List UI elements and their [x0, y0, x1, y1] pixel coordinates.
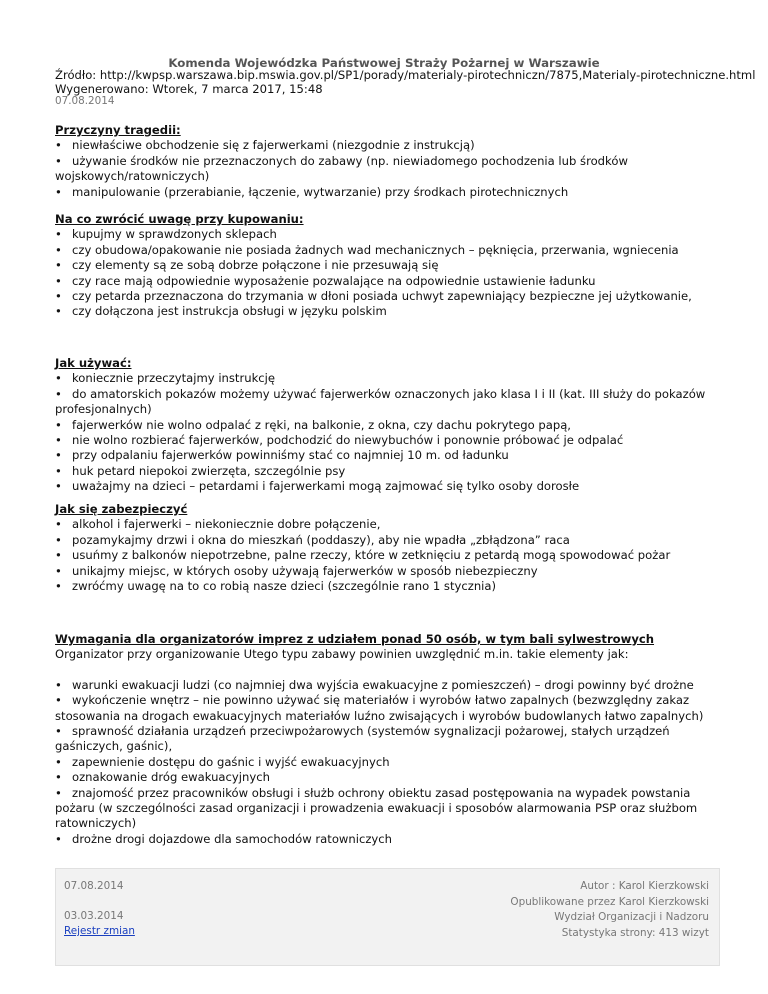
list-item — [55, 517, 720, 532]
list-item — [55, 693, 720, 724]
section-intro: Organizator przy organizowanie Utego typu zabawy powinien uwzględnić m.in. takie elementy jak: — [55, 647, 629, 662]
bullet-point: • — [55, 242, 62, 257]
section-heading: Jak używać: — [55, 356, 132, 370]
department: Wydział Organizacji i Nadzoru — [554, 911, 709, 923]
author: Autor : Karol Kierzkowski — [580, 880, 709, 892]
list-item — [55, 770, 720, 785]
list-item-text: zapewnienie dostępu do gaśnic i wyjść ewakuacyjnych — [72, 754, 390, 769]
section-heading: Wymagania dla organizatorów imprez z udziałem ponad 50 osób, w tym bali sylwestrowych — [55, 632, 655, 646]
bullet-point: • — [55, 770, 62, 785]
bullet-point: • — [55, 754, 62, 769]
created-date: 07.08.2014 — [64, 880, 124, 892]
list-item-text: niewłaściwe obchodzenie się z fajerwerkami (niezgodnie z instrukcją) — [72, 138, 475, 153]
list-item-text: czy petarda przeznaczona do trzymania w dłoni posiada uchwyt zapewniający bezpieczne jej użytkowanie, — [72, 289, 692, 304]
bullet-point: • — [55, 448, 62, 463]
list-item-text: czy obudowa/opakowanie nie posiada żadnych wad mechanicznych – pęknięcia, przerwania, wgniecenia — [72, 242, 679, 257]
list-item — [55, 464, 720, 479]
published-by: Opublikowane przez Karol Kierzkowski — [510, 895, 709, 908]
list-item-text: używanie środków nie przeznaczonych do zabawy (np. niewiadomego pochodzenia lub środków wojskowych/ratowniczych) — [55, 153, 628, 184]
list-item-text: usuńmy z balkonów niepotrzebne, palne rzeczy, które w zetknięciu z petardą mogą spowodować pożar — [72, 548, 671, 563]
bullet-point: • — [55, 724, 62, 739]
list-item — [55, 786, 720, 832]
bullet-point: • — [55, 479, 62, 494]
list-item — [55, 678, 720, 693]
bullet-point: • — [55, 153, 62, 168]
list-item-text: zwróćmy uwagę na to co robią nasze dzieci (szczególnie rano 1 stycznia) — [72, 579, 497, 594]
list-item — [55, 433, 720, 448]
bullet-list — [55, 227, 720, 319]
list-item-text: unikajmy miejsc, w których osoby używają fajerwerków w sposób niebezpieczny — [72, 563, 538, 578]
bullet-point: • — [55, 463, 62, 478]
list-item — [55, 479, 720, 494]
section-protect — [55, 502, 720, 594]
list-item — [55, 227, 720, 242]
bullet-point: • — [55, 273, 62, 288]
list-item — [55, 387, 720, 418]
list-item-text: alkohol i fajerwerki – niekoniecznie dobre połączenie, — [72, 517, 381, 532]
list-item-text: wykończenie wnętrz – nie powinno używać się materiałów i wyrobów łatwo zapalnych (bezwzględny zakaz stosowania na drogach ewakuacyjnych materiałów luźno zwisających i wyrobów budowlanych łatwo zapalnych) — [55, 693, 704, 723]
bullet-point: • — [55, 693, 62, 708]
bullet-point: • — [55, 227, 62, 242]
source-url: Źródło: http://kwpsp.warszawa.bip.mswia.gov.pl/SP1/porady/materialy-pirotechniczn/7875,Materialy-pirotechniczne.html — [55, 68, 756, 82]
bullet-point: • — [55, 677, 62, 692]
list-item — [55, 832, 720, 847]
document-date: 07.08.2014 — [55, 95, 115, 107]
list-item — [55, 289, 720, 304]
bullet-point: • — [55, 785, 62, 800]
organization-title: Komenda Wojewódzka Państwowej Straży Pożarnej w Warszawie — [168, 56, 600, 70]
section-causes — [55, 123, 720, 200]
list-item-text: nie wolno rozbierać fajerwerków, podchodzić do niewybuchów i ponownie próbować je odpalać — [72, 433, 624, 448]
list-item — [55, 448, 720, 463]
bullet-list — [55, 371, 720, 494]
list-item — [55, 564, 720, 579]
bullet-point: • — [55, 417, 62, 432]
list-item — [55, 138, 720, 153]
footer-info — [510, 879, 709, 941]
bullet-point: • — [55, 831, 62, 846]
list-item-text: warunki ewakuacji ludzi (co najmniej dwa wyjścia ewakuacyjne z pomieszczeń) – drogi powinny być drożne — [72, 677, 694, 692]
bullet-point: • — [55, 138, 62, 153]
list-item-text: sprawność działania urządzeń przeciwpożarowych (systemów sygnalizacji pożarowej, stałych urządzeń gaśniczych, gaśnic), — [55, 724, 670, 754]
list-item — [55, 755, 720, 770]
section-usage — [55, 356, 720, 495]
list-item — [55, 304, 720, 319]
list-item — [55, 258, 720, 273]
bullet-point: • — [55, 371, 62, 386]
bullet-point: • — [55, 433, 62, 448]
bullet-list — [55, 678, 720, 847]
bullet-point: • — [55, 258, 62, 273]
list-item-text: kupujmy w sprawdzonych sklepach — [72, 227, 277, 242]
section-heading: Jak się zabezpieczyć — [55, 502, 188, 516]
list-item-text: koniecznie przeczytajmy instrukcję — [72, 371, 276, 386]
list-item-text: drożne drogi dojazdowe dla samochodów ratowniczych — [72, 831, 393, 846]
bullet-point: • — [55, 304, 62, 319]
list-item — [55, 154, 720, 185]
list-item-text: znajomość przez pracowników obsługi i służb ochrony obiektu zasad postępowania na wypadek powstania pożaru (w szczególności zasad organizacji i prowadzenia ewakuacji i sposobów alarmowania PSP oraz służbom ratowniczych) — [55, 785, 698, 831]
list-item — [55, 579, 720, 594]
section-heading: Na co zwrócić uwagę przy kupowaniu: — [55, 212, 304, 226]
list-item-text: oznakowanie dróg ewakuacyjnych — [72, 770, 270, 785]
footer-dates — [64, 879, 135, 939]
list-item-text: czy elementy są ze sobą dobrze połączone i nie przesuwają się — [72, 258, 439, 273]
changelog-link[interactable]: Rejestr zmian — [64, 925, 135, 937]
bullet-point: • — [55, 517, 62, 532]
list-item — [55, 724, 720, 755]
list-item — [55, 274, 720, 289]
list-item-text: uważajmy na dzieci – petardami i fajerwerkami mogą zajmować się tylko osoby dorosłe — [72, 479, 580, 494]
list-item-text: przy odpalaniu fajerwerków powinniśmy stać co najmniej 10 m. od ładunku — [72, 448, 509, 463]
page-footer — [55, 868, 720, 966]
bullet-point: • — [55, 563, 62, 578]
list-item-text: do amatorskich pokazów możemy używać fajerwerków oznaczonych jako klasa I i II (kat. III służy do pokazów profesjonalnych) — [55, 386, 706, 417]
list-item-text: czy race mają odpowiednie wyposażenie pozwalające na odpowiednie ustawienie ładunku — [72, 273, 596, 288]
list-item — [55, 548, 720, 563]
bullet-point: • — [55, 579, 62, 594]
list-item-text: pozamykajmy drzwi i okna do mieszkań (poddaszy), aby nie wpadła „zbłądzona” raca — [72, 532, 570, 547]
section-buying — [55, 212, 720, 320]
list-item — [55, 243, 720, 258]
bullet-point: • — [55, 548, 62, 563]
list-item-text: huk petard niepokoi zwierzęta, szczególnie psy — [72, 463, 346, 478]
modified-date: 03.03.2014 — [64, 910, 124, 922]
list-item — [55, 418, 720, 433]
bullet-list — [55, 138, 720, 200]
list-item — [55, 185, 720, 200]
bullet-point: • — [55, 184, 62, 199]
section-organizers — [55, 632, 720, 847]
bullet-point: • — [55, 386, 62, 401]
bullet-list — [55, 517, 720, 594]
bullet-point: • — [55, 289, 62, 304]
list-item-text: czy dołączona jest instrukcja obsługi w języku polskim — [72, 304, 387, 319]
list-item — [55, 533, 720, 548]
list-item — [55, 371, 720, 386]
page-statistics: Statystyka strony: 413 wizyt — [561, 926, 709, 939]
generated-timestamp: Wygenerowano: Wtorek, 7 marca 2017, 15:48 — [55, 82, 323, 96]
bullet-point: • — [55, 532, 62, 547]
section-heading: Przyczyny tragedii: — [55, 123, 181, 137]
list-item-text: fajerwerków nie wolno odpalać z ręki, na balkonie, z okna, czy dachu pokrytego papą, — [72, 417, 571, 432]
list-item-text: manipulowanie (przerabianie, łączenie, wytwarzanie) przy środkach pirotechnicznych — [72, 184, 569, 199]
